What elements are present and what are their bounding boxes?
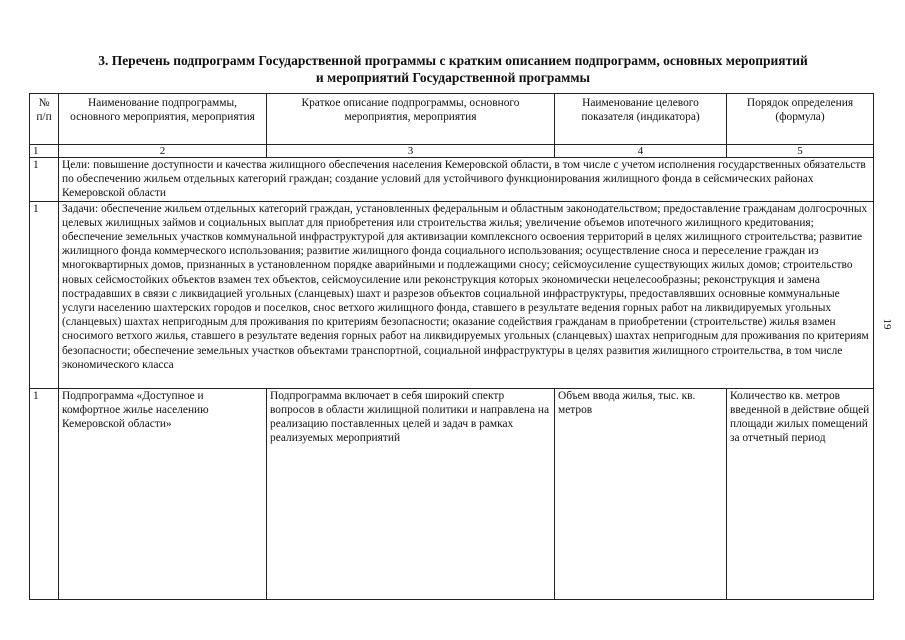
table-header-row [30, 94, 874, 145]
row-name: Подпрограмма «Доступное и комфортное жилье населению Кемеровской области» [59, 388, 267, 599]
column-number: 3 [267, 145, 555, 158]
column-number: 1 [30, 145, 59, 158]
column-number: 4 [555, 145, 727, 158]
row-num: 1 [30, 388, 59, 599]
goals-num: 1 [30, 158, 59, 202]
tasks-text: Задачи: обеспечение жильем отдельных категорий граждан, установленных федеральным и областным законодательством; предоставление гражданам долгосрочных целевых жилищных займов и социальных выплат для приобретения или строительства жилья; увеличение объемов ипотечного жилищного кредитования; обеспечение земельных участков коммунальной инфраструктурой для активизации комплексного освоения территорий в целях жилищного строительства; развитие жилищного фонда коммерческого использования; развитие жилищного фонда социального использования; осуществление сноса и переселение граждан из многоквартирных домов, признанных в установленном порядке аварийными и подлежащими сносу; сейсмоусиление существующих жилых домов; строительство новых сейсмостойких объектов взамен тех объектов, сейсмоусиление или реконструкция которых экономически нецелесообразны; реконструкция и замена пострадавших в связи с ликвидацией угольных (сланцевых) шахт и разрезов объектов социальной инфраструктуры, предоставлявших основные коммунальные услуги населению шахтерских городов и поселков, снос ветхого жилищного фонда, ставшего в результате ведения горных работ на ликвидируемых угольных (сланцевых) шахтах непригодным для проживания по критериям безопасности; оказание содействия гражданам в приобретении (строительстве) жилья взамен сносимого ветхого жилья, ставшего в результате ведения горных работ на ликвидируемых угольных (сланцевых) шахтах непригодным для проживания по критериям безопасности; обеспечение земельных участков объектами транспортной, социальной инфраструктуры в целях развития жилищного строительства, в том числе экономического класса [59, 201, 874, 388]
column-number: 5 [727, 145, 874, 158]
header-indicator: Наименование целевого показателя (индикатора) [555, 94, 727, 145]
header-name: Наименование подпрограммы, основного мероприятия, мероприятия [59, 94, 267, 145]
table-row [30, 388, 874, 599]
goals-text: Цели: повышение доступности и качества жилищного обеспечения населения Кемеровской области, в том числе с учетом исполнения государственных обязательств по обеспечению жильем отдельных категорий граждан; создание условий для устойчивого функционирования жилищного фонда в сейсмических районах Кемеровской области [59, 158, 874, 202]
title-line-1: 3. Перечень подпрограмм Государственной программы с кратким описанием подпрограмм, основных мероприятий [98, 53, 808, 68]
tasks-row [30, 201, 874, 388]
column-number-row [30, 145, 874, 158]
subprograms-table [29, 93, 874, 600]
title-line-2: и мероприятий Государственной программы [315, 70, 591, 85]
row-formula: Количество кв. метров введенной в действие общей площади жилых помещений за отчетный период [727, 388, 874, 599]
page-number: 19 [881, 318, 893, 330]
header-num: № п/п [30, 94, 59, 145]
document-title [28, 52, 878, 86]
tasks-num: 1 [30, 201, 59, 388]
header-description: Краткое описание подпрограммы, основного мероприятия, мероприятия [267, 94, 555, 145]
header-formula: Порядок определения (формула) [727, 94, 874, 145]
row-description: Подпрограмма включает в себя широкий спектр вопросов в области жилищной политики и направлена на реализацию поставленных целей и задач в рамках реализуемых мероприятий [267, 388, 555, 599]
row-indicator: Объем ввода жилья, тыс. кв. метров [555, 388, 727, 599]
goals-row [30, 158, 874, 202]
column-number: 2 [59, 145, 267, 158]
